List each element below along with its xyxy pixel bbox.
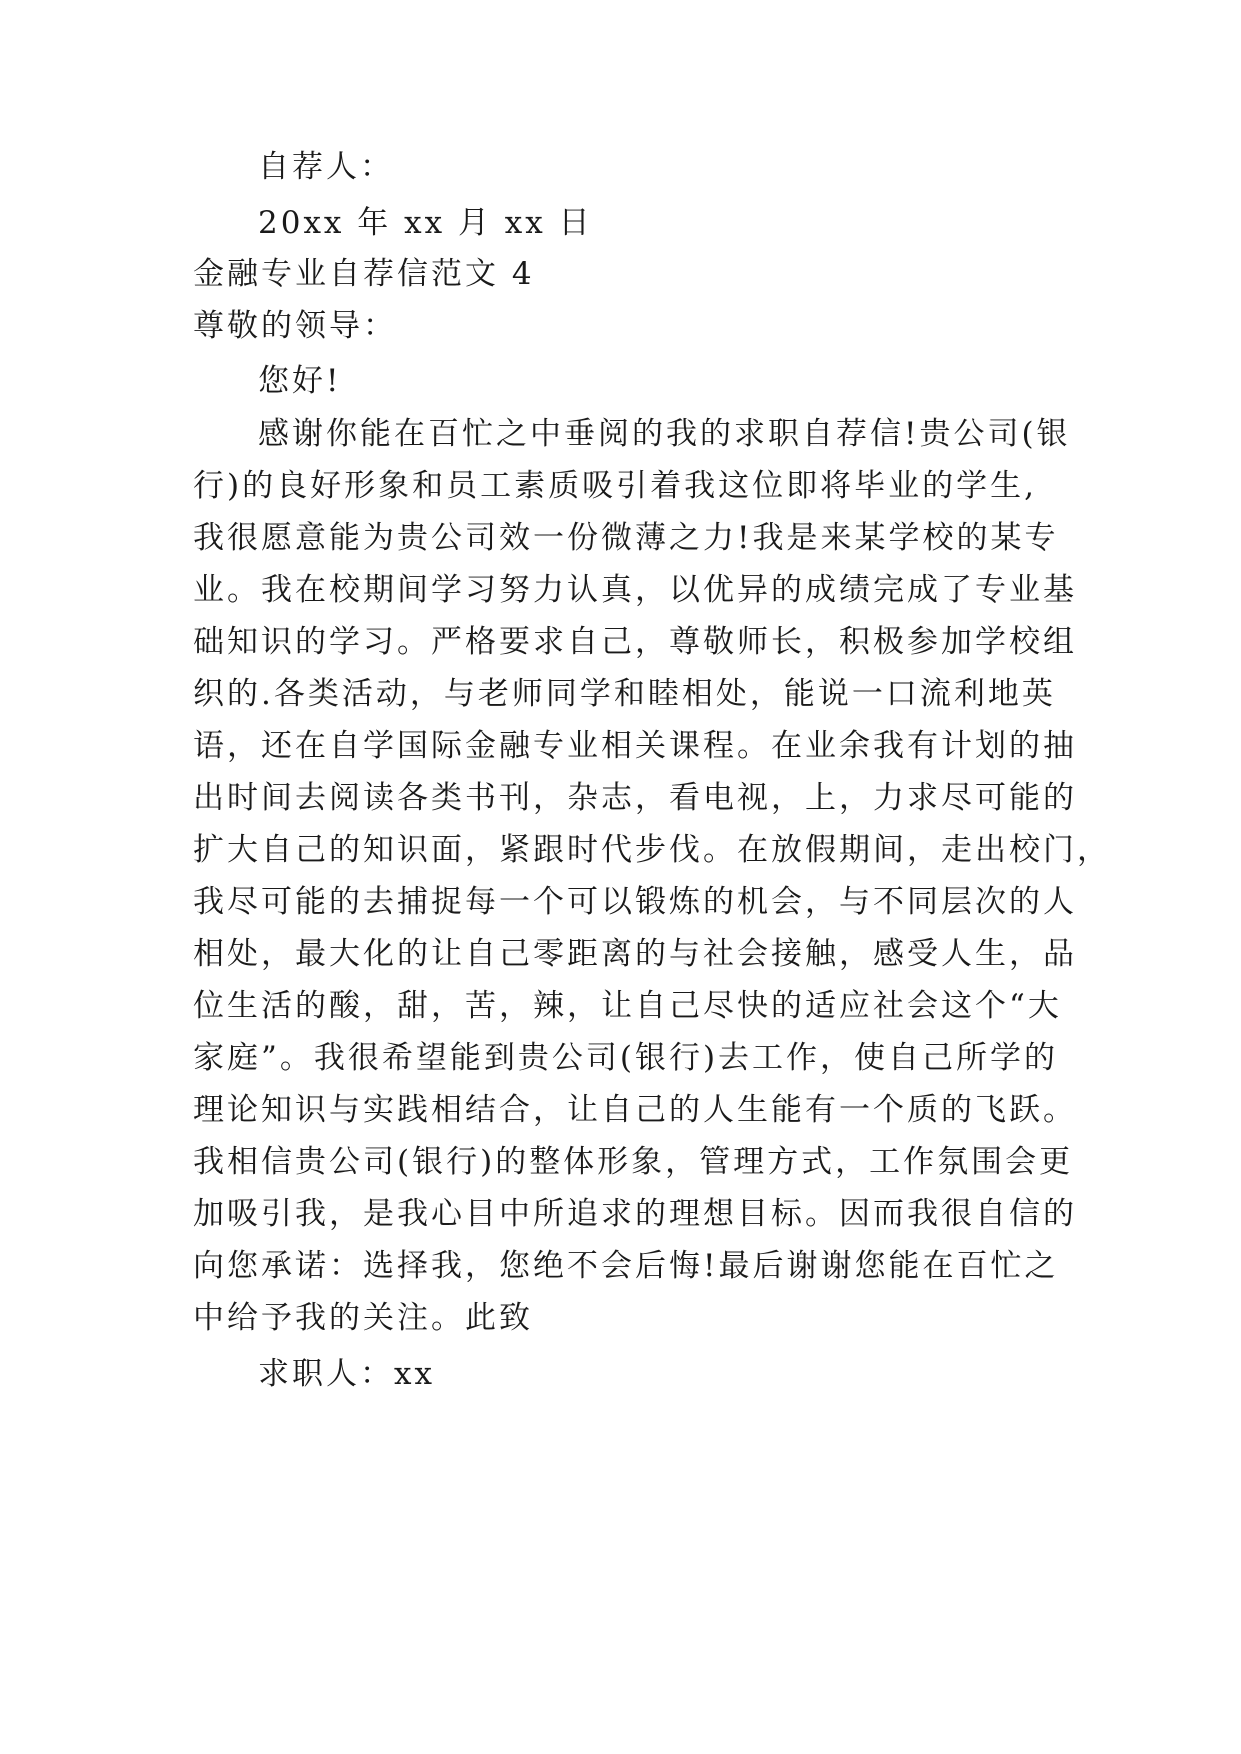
- body-line: 相处，最大化的让自己零距离的与社会接触，感受人生，品: [193, 936, 1077, 972]
- body-line: 家庭”。我很希望能到贵公司(银行)去工作，使自己所学的: [193, 1040, 1059, 1076]
- date-line: 20xx 年 xx 月 xx 日: [258, 205, 593, 241]
- applicant-signoff: 求职人：xx: [258, 1356, 435, 1392]
- body-line: 我相信贵公司(银行)的整体形象，管理方式，工作氛围会更: [193, 1144, 1074, 1180]
- greeting: 您好!: [258, 363, 342, 399]
- body-line: 中给予我的关注。此致: [193, 1300, 533, 1336]
- document-title: 金融专业自荐信范文 4: [193, 256, 535, 292]
- salutation: 尊敬的领导：: [193, 308, 397, 344]
- body-line: 业。我在校期间学习努力认真，以优异的成绩完成了专业基: [193, 572, 1077, 608]
- body-line: 感谢你能在百忙之中垂阅的我的求职自荐信!贵公司(银: [258, 416, 1071, 452]
- body-line: 织的.各类活动，与老师同学和睦相处，能说一口流利地英: [193, 676, 1056, 712]
- body-line: 位生活的酸，甜，苦，辣，让自己尽快的适应社会这个“大: [193, 988, 1062, 1024]
- body-line: 加吸引我，是我心目中所追求的理想目标。因而我很自信的: [193, 1196, 1077, 1232]
- body-line: 我很愿意能为贵公司效一份微薄之力!我是来某学校的某专: [193, 520, 1059, 556]
- body-line: 向您承诺：选择我，您绝不会后悔!最后谢谢您能在百忙之: [193, 1248, 1059, 1284]
- body-line: 理论知识与实践相结合，让自己的人生能有一个质的飞跃。: [193, 1092, 1077, 1128]
- self-recommender-label: 自荐人：: [258, 149, 394, 185]
- body-line: 出时间去阅读各类书刊，杂志，看电视，上，力求尽可能的: [193, 780, 1077, 816]
- body-line: 础知识的学习。严格要求自己，尊敬师长，积极参加学校组: [193, 624, 1077, 660]
- body-line: 语，还在自学国际金融专业相关课程。在业余我有计划的抽: [193, 728, 1077, 764]
- body-line: 行)的良好形象和员工素质吸引着我这位即将毕业的学生,: [193, 468, 1037, 504]
- body-line: 扩大自己的知识面，紧跟时代步伐。在放假期间，走出校门，: [193, 832, 1111, 868]
- body-line: 我尽可能的去捕捉每一个可以锻炼的机会，与不同层次的人: [193, 884, 1077, 920]
